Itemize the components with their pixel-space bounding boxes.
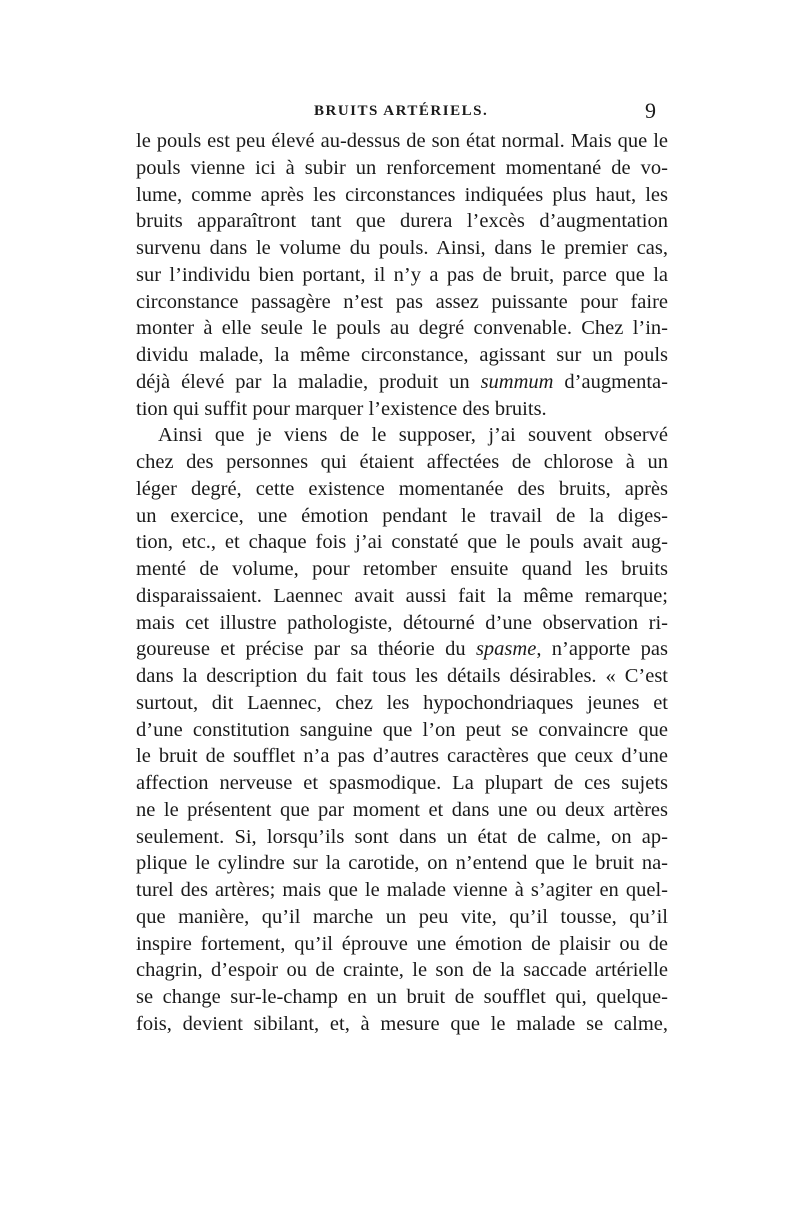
page-header (136, 96, 656, 126)
paragraph (136, 128, 668, 422)
text-line: circonstance passagère n’est pas assez puissante pour faire (136, 290, 668, 313)
running-title: BRUITS ARTÉRIELS. (314, 103, 489, 119)
text-line: un exercice, une émotion pendant le travail de la diges- (136, 504, 668, 527)
text-line: chez des personnes qui étaient affectées de chlorose à un (136, 451, 668, 473)
text-line: sur l’individu bien portant, il n’y a pas de bruit, parce que la (136, 263, 668, 286)
paragraph (136, 422, 668, 1037)
text-line: mais cet illustre pathologiste, détourné d’une observation ri- (136, 611, 668, 634)
text-line: tion qui suffit pour marquer l’existence des bruits. (136, 397, 547, 420)
text-line: turel des artères; mais que le malade vienne à s’agiter en quel- (136, 879, 668, 901)
text-line: dividu malade, la même circonstance, agissant sur un pouls (136, 344, 668, 366)
text-line: dans la description du fait tous les détails désirables. « C’est (136, 665, 668, 687)
text-line: surtout, dit Laennec, chez les hypochondriaques jeunes et (136, 691, 668, 714)
text-line: tion, etc., et chaque fois j’ai constaté que le pouls avait aug- (136, 531, 668, 554)
text-line: fois, devient sibilant, et, à mesure que le malade se calme, (136, 1012, 668, 1035)
page-number: 9 (645, 98, 656, 123)
text-line: inspire fortement, qu’il éprouve une émotion de plaisir ou de (136, 932, 668, 955)
text-line: seulement. Si, lorsqu’ils sont dans un état de calme, on ap- (136, 825, 668, 848)
text-line: d’une constitution sanguine que l’on peut se convaincre que (136, 718, 668, 741)
text-line: lume, comme après les circonstances indiquées plus haut, les (136, 183, 668, 206)
text-line: disparaissaient. Laennec avait aussi fait la même remarque; (136, 584, 668, 607)
text-line: le pouls est peu élevé au-dessus de son état normal. Mais que le (136, 130, 668, 152)
text-line: chagrin, d’espoir ou de crainte, le son de la saccade artérielle (136, 959, 668, 982)
text-line: goureuse et précise par sa théorie du spasme, n’apporte pas (136, 638, 668, 661)
text-line: déjà élevé par la maladie, produit un summum d’augmenta- (136, 370, 668, 393)
text-line: affection nerveuse et spasmodique. La plupart de ces sujets (136, 772, 668, 794)
text-line: monter à elle seule le pouls au degré convenable. Chez l’in- (136, 317, 668, 340)
text-line: Ainsi que je viens de le supposer, j’ai souvent observé (158, 424, 668, 447)
text-line: plique le cylindre sur la carotide, on n’entend que le bruit na- (136, 852, 668, 875)
text-line: le bruit de soufflet n’a pas d’autres caractères que ceux d’une (136, 745, 668, 768)
text-line: pouls vienne ici à subir un renforcement momentané de vo- (136, 156, 668, 179)
text-line: survenu dans le volume du pouls. Ainsi, dans le premier cas, (136, 237, 668, 259)
text-line: se change sur-le-champ en un bruit de soufflet qui, quelque- (136, 986, 668, 1008)
text-line: bruits apparaîtront tant que durera l’excès d’augmentation (136, 210, 668, 233)
text-line: ne le présentent que par moment et dans une ou deux artères (136, 798, 668, 821)
text-line: léger degré, cette existence momentanée des bruits, après (136, 477, 668, 500)
text-line: que manière, qu’il marche un peu vite, qu’il tousse, qu’il (136, 905, 668, 928)
text-line: menté de volume, pour retomber ensuite quand les bruits (136, 558, 668, 580)
body-text (136, 128, 668, 1038)
